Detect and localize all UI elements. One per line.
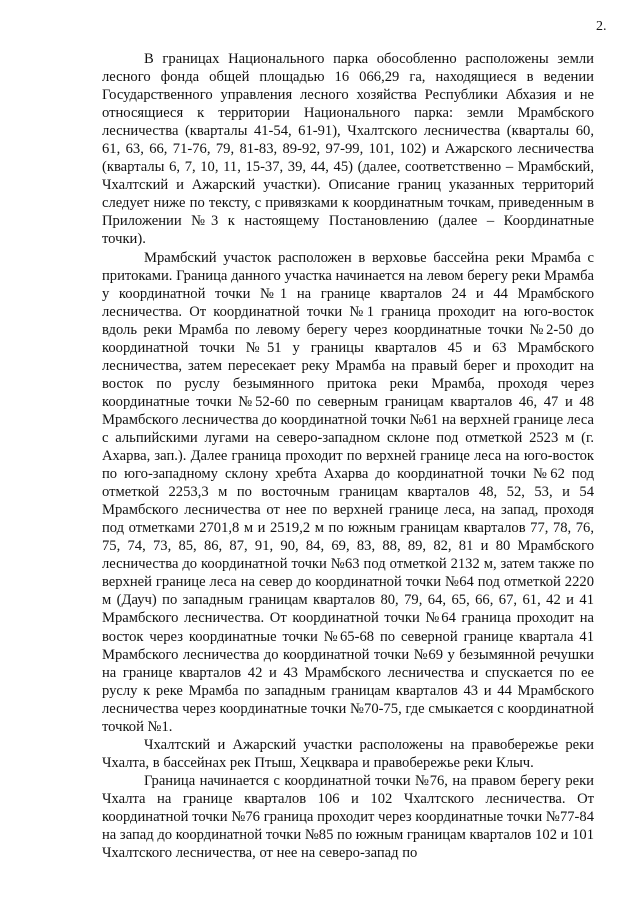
document-body (102, 50, 594, 862)
paragraph-excluded-lands: В границах Национального парка обособленно расположены земли лесного фонда общей площадью 16 066,29 га, находящиеся в ведении Государственного управления лесного хозяйства Республики Абхазия и не относящиеся к территории Национального парка: земли Мрамбского лесничества (кварталы 41-54, 61-91), Чхалтского лесничества (кварталы 60, 61, 63, 66, 71-76, 79, 81-83, 89-92, 97-99, 101, 102) и Ажарского лесничества (кварталы 6, 7, 10, 11, 15-37, 39, 44, 45) (далее, соответственно – Мрамбский, Чхалтский и Ажарский участки). Описание границ указанных территорий следует ниже по тексту, с привязками к координатным точкам, приведенным в Приложении №3 к настоящему Постановлению (далее – Координатные точки). (102, 51, 594, 248)
paragraph-chkhalta-azhara-sections: Чхалтский и Ажарский участки расположены на правобережье реки Чхалта, в бассейнах рек Птыш, Хецквара и правобережье реки Клыч. (102, 736, 594, 771)
page-number: 2. (596, 19, 607, 34)
paragraph-mramba-section: Мрамбский участок расположен в верховье бассейна реки Мрамба с притоками. Граница данного участка начинается на левом берегу реки Мрамба у координатной точки №1 на границе кварталов 24 и 44 Мрамбского лесничества. От координатной точки №1 граница проходит на юго-восток вдоль реки Мрамба по левому берегу через координатные точки №2-50 до координатной точки №51 у границы кварталов 45 и 63 Мрамбского лесничества, затем пересекает реку Мрамба на правый берег и проходит на восток по руслу безымянного притока реки Мрамба, проходя через координатные точки №52-60 по северным границам кварталов 46, 47 и 48 Мрамбского лесничества до координатной точки №61 на верхней границе леса с альпийскими лугами на северо-западном склоне под отметкой 2523 м (г. Ахарва, зап.). Далее граница проходит по верхней границе леса на юго-восток по юго-западному склону хребта Ахарва до координатной точки №62 под отметкой 2253,3 м по восточным границам кварталов 48, 52, 53, и 54 Мрамбского лесничества от нее по верхней границе леса, на запад, проходя под отметками 2701,8 м и 2519,2 м по южным границам кварталов 77, 78, 76, 75, 74, 73, 85, 86, 87, 91, 90, 84, 69, 83, 88, 89, 82, 81 и 80 Мрамбского лесничества до координатной точки №63 под отметкой 2132 м, затем также по верхней границе леса на север до координатной точки №64 под отметкой 2220 м (Дауч) по западным границам кварталов 80, 79, 64, 65, 66, 67, 61, 42 и 41 Мрамбского лесничества. От координатной точки №64 граница проходит на восток через координатные точки №65-68 по северной границе квартала 41 Мрамбского лесничества до координатной точки №69 у безымянной речушки на границе кварталов 42 и 43 Мрамбского лесничества и спускается по ее руслу к реке Мрамба по западным границам кварталов 43 и 44 Мрамбского лесничества через координатные точки №70-75, где смыкается с координатной точкой №1. (102, 249, 594, 735)
paragraph-boundary-start: Граница начинается с координатной точки №76, на правом берегу реки Чхалта на границе кварталов 106 и 102 Чхалтского лесничества. От координатной точки №76 граница проходит через координатные точки №77-84 на запад до координатной точки №85 по южным границам кварталов 102 и 101 Чхалтского лесничества, от нее на северо-запад по (102, 772, 594, 862)
